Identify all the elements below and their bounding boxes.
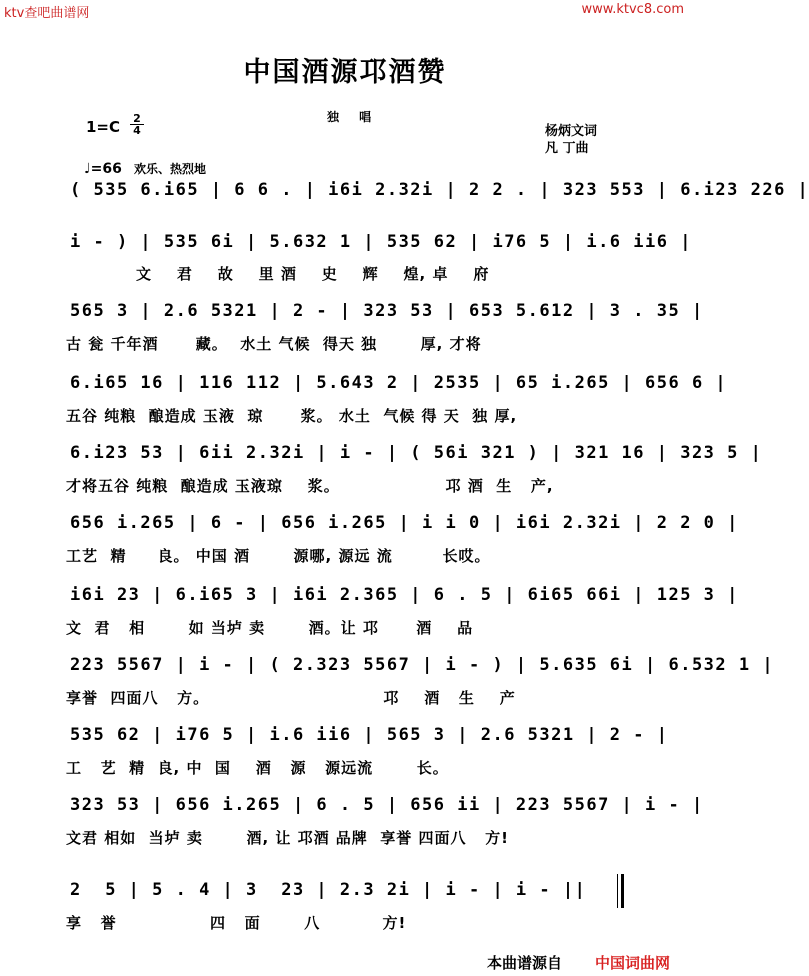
notation-line-4: 6.i65 16 | 116 112 | 5.643 2 | 2535 | 65 i.265 | 656 6 |: [70, 373, 728, 393]
expression-mark: 欢乐、热烈地: [134, 162, 207, 176]
lyrics-line-6: 工艺 精 良。 中国 酒 源哪, 源远 流 长哎。: [66, 547, 491, 565]
lyrics-line-5: 才将五谷 纯粮 酿造成 玉液琼 浆。 邛 酒 生 产,: [66, 477, 554, 495]
composer-credit: 凡 丁曲: [545, 141, 589, 156]
lyrics-line-4: 五谷 纯粮 酿造成 玉液 琼 浆。 水土 气候 得 天 独 厚,: [66, 407, 518, 425]
lyrics-line-10: 文君 相如 当垆 卖 酒, 让 邛酒 品牌 享誉 四面八 方!: [66, 829, 509, 847]
key-signature: 1=C: [86, 118, 121, 136]
lyricist-credit: 杨炳文词: [545, 124, 598, 139]
notation-line-3: 565 3 | 2.6 5321 | 2 - | 323 53 | 653 5.612 | 3 . 35 |: [70, 301, 704, 321]
lyrics-line-7: 文 君 相 如 当垆 卖 酒。让 邛 酒 品: [66, 619, 474, 637]
notation-line-5: 6.i23 53 | 6ii 2.32i | i - | ( 56i 321 ) | 321 16 | 323 5 |: [70, 443, 763, 463]
final-barline-thick: [621, 874, 624, 908]
time-signature: [130, 113, 144, 136]
lyrics-line-9: 工 艺 精 良, 中 国 酒 源 源远流 长。: [66, 759, 449, 777]
notation-line-11: 2 5 | 5 . 4 | 3 23 | 2.3 2i | i - | i - ||: [70, 880, 587, 900]
watermark-left: ktv查吧曲谱网: [4, 6, 90, 21]
meter-bottom: 4: [133, 124, 141, 137]
lyrics-line-3: 古 瓮 千年酒 藏。 水土 气候 得天 独 厚, 才将: [66, 335, 482, 353]
notation-line-2: i - ) | 535 6i | 5.632 1 | 535 62 | i76 5 | i.6 ii6 |: [70, 232, 692, 252]
source-site: 中国词曲网: [595, 954, 671, 972]
notation-line-7: i6i 23 | 6.i65 3 | i6i 2.365 | 6 . 5 | 6i65 66i | 125 3 |: [70, 585, 739, 605]
lyrics-line-2: 文 君 故 里 酒 史 辉 煌, 卓 府: [136, 265, 490, 283]
lyrics-line-8: 享誉 四面八 方。 邛 酒 生 产: [66, 689, 516, 707]
lyrics-line-11: 享 誉 四 面 八 方!: [66, 914, 407, 932]
notation-line-1: ( 535 6.i65 | 6 6 . | i6i 2.32i | 2 2 . | 323 553 | 6.i23 226 |: [70, 180, 809, 200]
tempo-marking: [84, 160, 206, 177]
meter-top: 2: [130, 113, 144, 125]
notation-line-9: 535 62 | i76 5 | i.6 ii6 | 565 3 | 2.6 5321 | 2 - |: [70, 725, 669, 745]
source-label: 本曲谱源自: [487, 954, 563, 972]
song-title: 中国酒源邛酒赞: [243, 57, 447, 88]
notation-line-10: 323 53 | 656 i.265 | 6 . 5 | 656 ii | 223 5567 | i - |: [70, 795, 704, 815]
tempo-value: ♩=66: [84, 161, 122, 177]
watermark-right: www.ktvc8.com: [581, 2, 684, 17]
notation-line-6: 656 i.265 | 6 - | 656 i.265 | i i 0 | i6i 2.32i | 2 2 0 |: [70, 513, 739, 533]
notation-line-8: 223 5567 | i - | ( 2.323 5567 | i - ) | 5.635 6i | 6.532 1 |: [70, 655, 775, 675]
performance-type: 独 唱: [327, 110, 380, 124]
final-barline-thin: [617, 874, 618, 908]
